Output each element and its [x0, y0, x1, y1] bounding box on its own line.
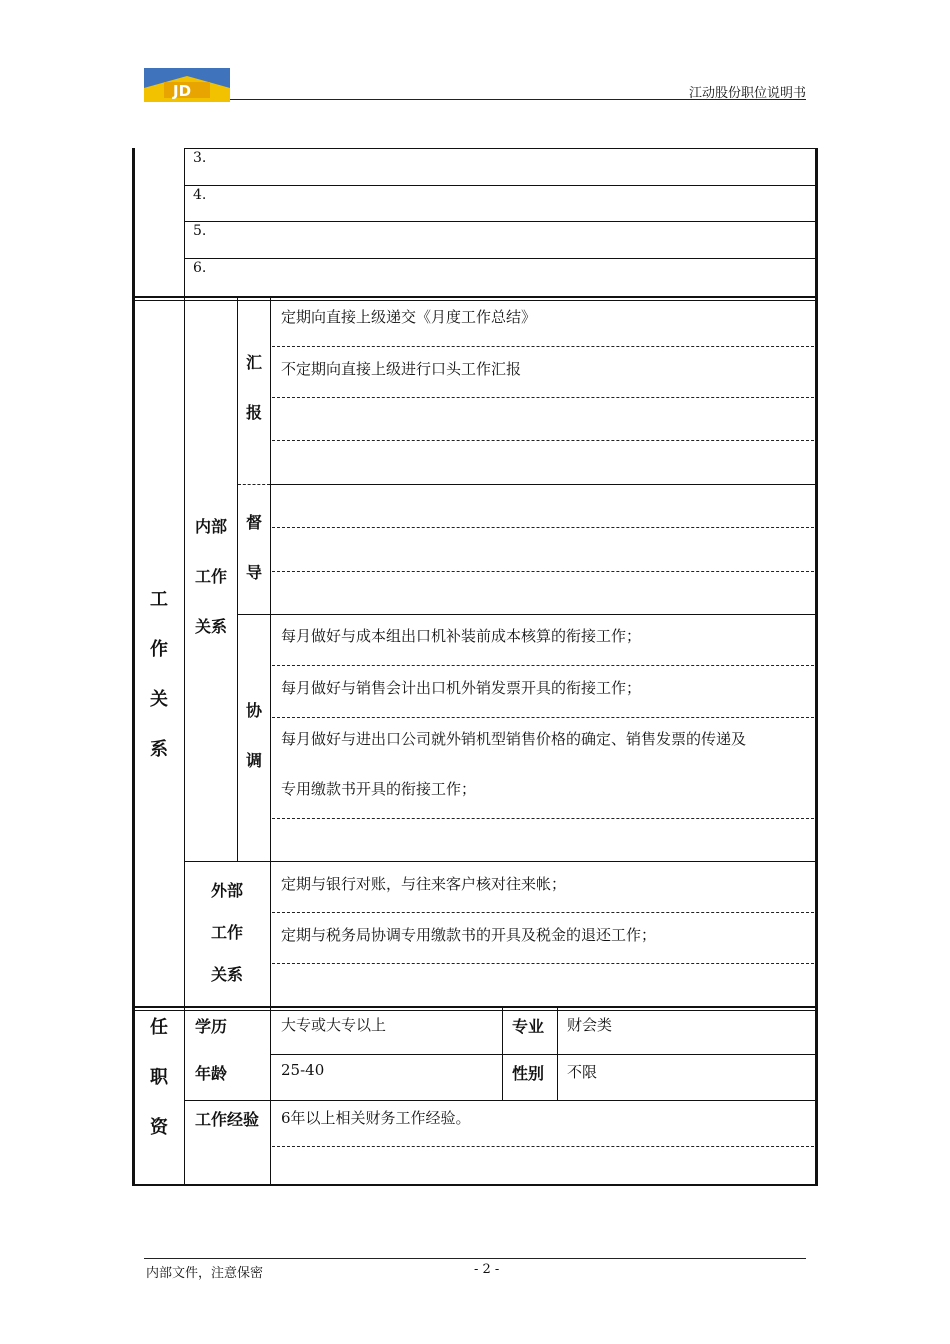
coordinate-item: 每月做好与销售会计出口机外销发票开具的衔接工作；	[281, 679, 642, 697]
report-item: 不定期向直接上级进行口头工作汇报	[281, 360, 522, 378]
coordinate-item: 每月做好与成本组出口机补装前成本核算的衔接工作；	[281, 627, 642, 645]
gender-value: 不限	[567, 1063, 598, 1081]
experience-value: 6年以上相关财务工作经验。	[281, 1109, 471, 1127]
external-item: 定期与税务局协调专用缴款书的开具及税金的退还工作；	[281, 926, 657, 944]
duty-item-4: 4.	[193, 187, 207, 203]
external-item: 定期与银行对账，与往来客户核对往来帐；	[281, 875, 567, 893]
confidential-notice: 内部文件，注意保密	[146, 1266, 264, 1281]
svg-text:JD: JD	[173, 82, 192, 100]
coordinate-item-continued: 专用缴款书开具的衔接工作；	[281, 780, 477, 798]
footer-rule	[144, 1258, 806, 1259]
age-label: 年龄	[195, 1064, 228, 1083]
major-value: 财会类	[567, 1016, 613, 1034]
duty-item-3: 3.	[193, 150, 207, 166]
coordinate-item: 每月做好与进出口公司就外销机型销售价格的确定、销售发票的传递及	[281, 730, 747, 748]
gender-label: 性别	[512, 1064, 545, 1083]
report-item: 定期向直接上级递交《月度工作总结》	[281, 308, 537, 326]
duty-item-6: 6.	[193, 260, 207, 276]
education-label: 学历	[195, 1017, 228, 1036]
education-value: 大专或大专以上	[281, 1016, 387, 1034]
document-title: 江动股份职位说明书	[688, 86, 806, 101]
major-label: 专业	[512, 1017, 545, 1036]
duty-item-5: 5.	[193, 223, 207, 239]
experience-label: 工作经验	[195, 1110, 260, 1129]
page-number: - 2 -	[474, 1262, 500, 1277]
age-value: 25-40	[281, 1061, 325, 1079]
company-logo	[144, 68, 230, 102]
